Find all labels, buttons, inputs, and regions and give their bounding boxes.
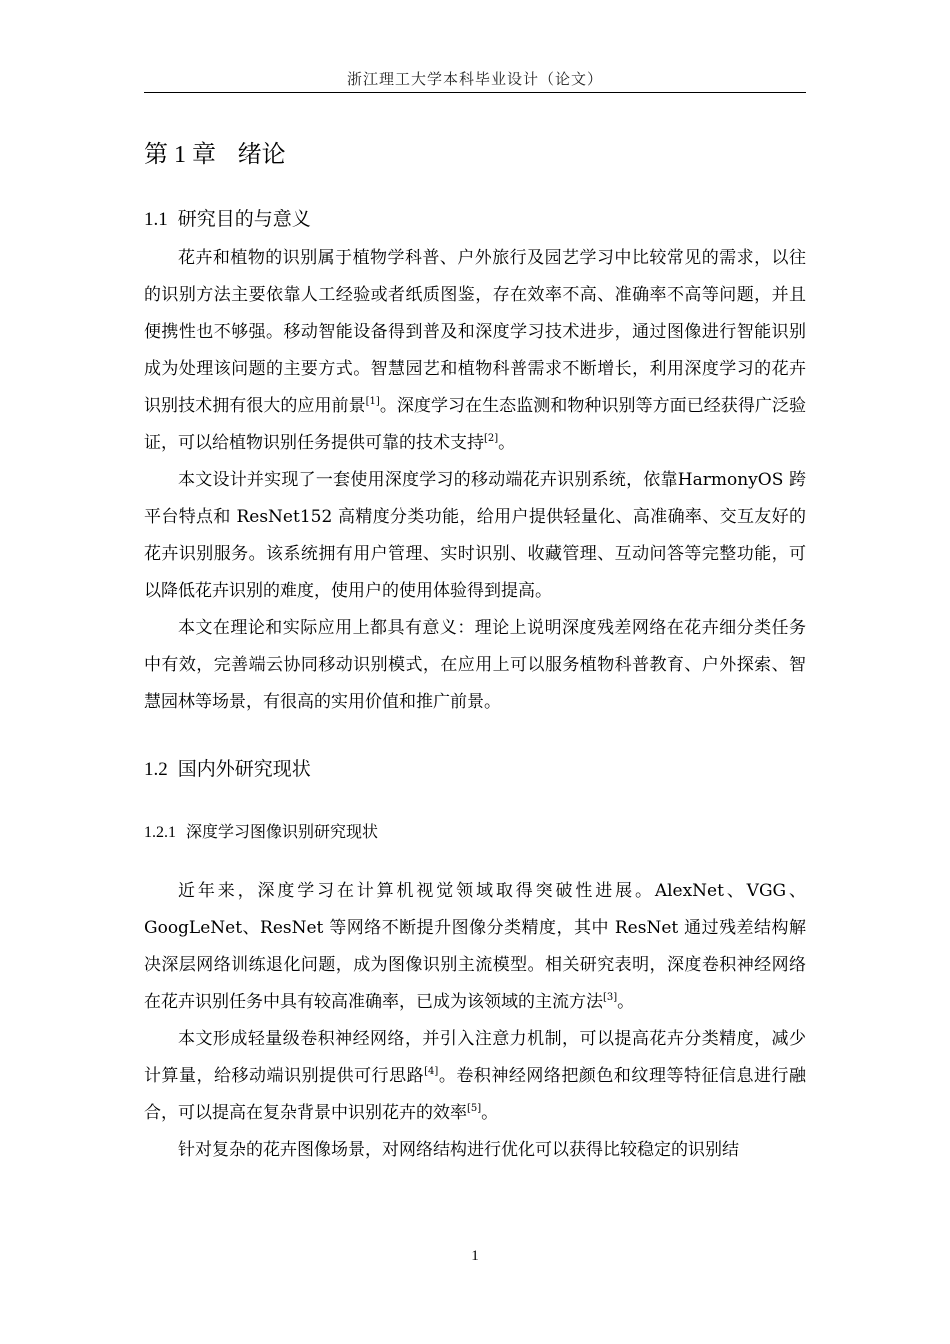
paragraph [144,610,806,721]
paragraph-text: 针对复杂的花卉图像场景，对网络结构进行优化可以获得比较稳定的识别结 [178,1140,739,1160]
paragraph-text: 。 [498,433,516,453]
paragraph [144,1021,806,1132]
section-heading [144,755,806,784]
header-rule [144,92,806,93]
paragraph-text: 。 [481,1103,499,1123]
section-number: 1.1 [144,209,168,230]
section-title: 国内外研究现状 [177,758,311,780]
paragraph-text: 。卷积神经网络把颜色和纹理等特征信息进行融合，可以提高在复杂背景中识别花卉的效率 [144,1066,807,1123]
paragraph-text: 本文设计并实现了一套使用深度学习的移动端花卉识别系统，依靠HarmonyOS 跨平台特点和 ResNet152 高精度分类功能，给用户提供轻量化、高准确率、交互友好的花卉识别服务。该系统拥有用户管理、实时识别、收藏管理、互动问答等完整功能，可以降低花卉识别的难度，使用户的使用体验得到提高。 [144,470,806,601]
paragraph-text: 花卉和植物的识别属于植物学科普、户外旅行及园艺学习中比较常见的需求，以往的识别方法主要依靠人工经验或者纸质图鉴，存在效率不高、准确率不高等问题，并且便携性也不够强。移动智能设备得到普及和深度学习技术进步，通过图像进行智能识别成为处理该问题的主要方式。智慧园艺和植物科普需求不断增长，利用深度学习的花卉识别技术拥有很大的应用前景 [144,248,806,416]
citation: [5] [467,1103,482,1114]
section-number: 1.2 [144,759,168,780]
chapter-title: 绪论 [237,140,286,168]
paragraph [144,873,806,1021]
running-header: 浙江理工大学本科毕业设计（论文） [346,70,603,88]
citation: [2] [484,433,499,444]
citation: [3] [603,992,618,1003]
paragraph [144,462,806,610]
chapter-heading [144,138,806,171]
subsection-heading [144,820,806,845]
paragraph-text: 近年来，深度学习在计算机视觉领域取得突破性进展。AlexNet、VGG、GoogLeNet、ResNet 等网络不断提升图像分类精度，其中 ResNet 通过残差结构解决深层网络训练退化问题，成为图像识别主流模型。相关研究表明，深度卷积神经网络在花卉识别任务中具有较高准确率，已成为该领域的主流方法 [144,881,806,1012]
page-content [144,128,806,1169]
paragraph-text: 。深度学习在生态监测和物种识别等方面已经获得广泛验证，可以给植物识别任务提供可靠的技术支持 [144,396,806,453]
subsection-number: 1.2.1 [144,824,176,841]
paragraph [144,240,806,462]
chapter-number: 第 1 章 [144,142,216,168]
section-heading [144,205,806,234]
paragraph [144,1132,806,1169]
citation: [1] [365,396,380,407]
paragraph-text: 。 [617,992,635,1012]
section-title: 研究目的与意义 [177,208,311,230]
paragraph-text: 本文形成轻量级卷积神经网络，并引入注意力机制，可以提高花卉分类精度，减少计算量，给移动端识别提供可行思路 [144,1029,806,1086]
citation: [4] [424,1066,439,1077]
paragraph-text: 本文在理论和实际应用上都具有意义：理论上说明深度残差网络在花卉细分类任务中有效，完善端云协同移动识别模式，在应用上可以服务植物科普教育、户外探索、智慧园林等场景，有很高的实用价值和推广前景。 [144,618,806,712]
subsection-title: 深度学习图像识别研究现状 [186,822,379,841]
page-number: 1 [471,1248,479,1264]
